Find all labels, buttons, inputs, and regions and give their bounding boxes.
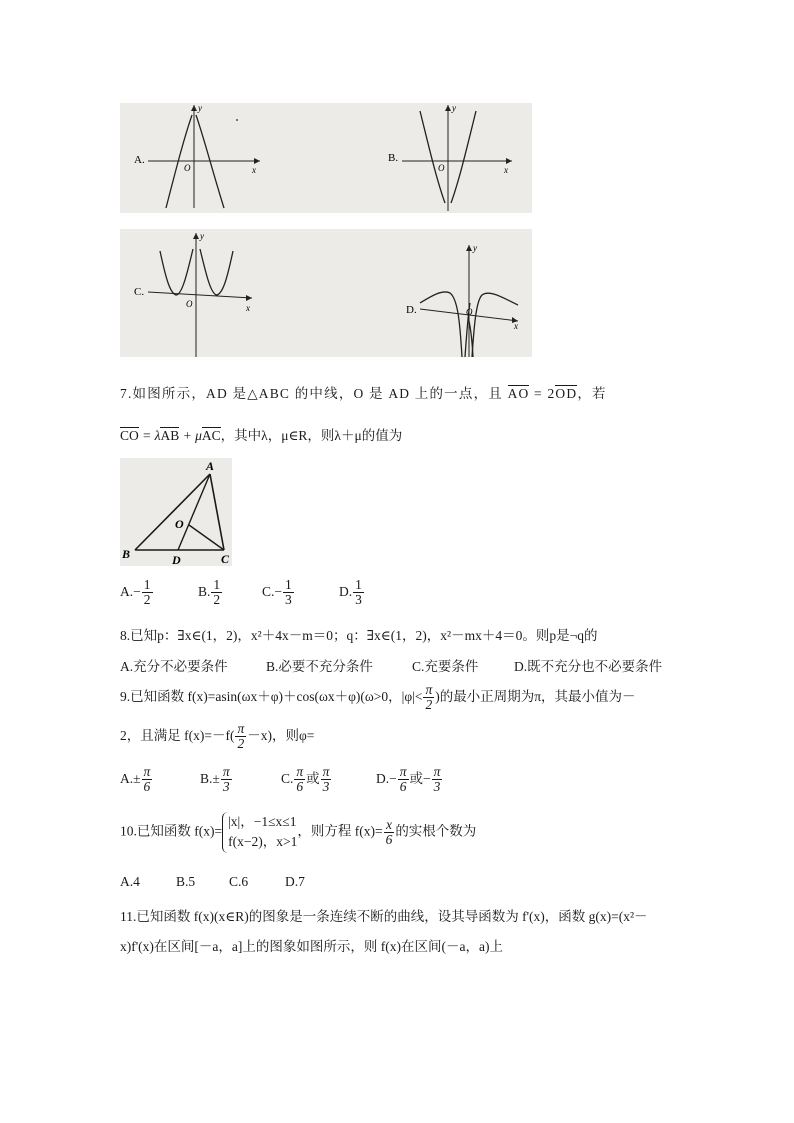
q7-option-d-label: D. xyxy=(339,583,353,599)
q8-option-b[interactable]: B.必要不充分条件 xyxy=(266,659,373,674)
frac-num: 1 xyxy=(285,577,292,592)
q7-eq2: = λ xyxy=(138,428,161,443)
q10-case-1: |x|，−1≤x≤1 xyxy=(228,814,297,829)
frac-num: π xyxy=(143,764,151,779)
q8-option-c[interactable]: C.充要条件 xyxy=(412,659,479,674)
q9-text-b: )的最小正周期为π，其最小值为－ xyxy=(435,688,636,704)
frac-den: 2 xyxy=(143,592,151,608)
frac-num: π xyxy=(222,764,230,779)
q10-option-c[interactable]: C.6 xyxy=(229,874,249,889)
q7-option-c[interactable] xyxy=(262,578,295,607)
q9-option-d[interactable] xyxy=(376,765,443,794)
triangle-figure-photo xyxy=(120,458,232,566)
q9-option-c-or: 或 xyxy=(306,770,320,786)
q10-text-post: 的实根个数为 xyxy=(395,823,477,839)
graphs-ab-photo xyxy=(120,103,532,213)
q11-stem-line2: x)f'(x)在区间[－a，a]上的图象如图所示，则 f(x)在区间(－a，a)上 xyxy=(120,939,503,954)
q7-plus-mu: + μ xyxy=(179,428,202,443)
fig-label-c: C xyxy=(221,552,230,566)
q7-option-d[interactable] xyxy=(339,578,365,607)
q9-option-d-or: 或 xyxy=(409,770,424,786)
q7-option-d-frac xyxy=(353,578,364,607)
q7-option-b-label: B. xyxy=(198,583,211,599)
q7-option-c-frac xyxy=(283,578,294,607)
q9-option-b-pm: ± xyxy=(212,770,220,786)
frac-num: x xyxy=(384,818,395,833)
q7-eq: = 2 xyxy=(529,386,556,401)
triangle-figure-svg xyxy=(120,458,232,566)
vector-co: CO xyxy=(120,428,139,443)
q7-stem-line2 xyxy=(120,424,402,444)
vector-od: OD xyxy=(555,386,578,401)
q10-option-b[interactable]: B.5 xyxy=(176,874,196,889)
q9-option-d-frac2 xyxy=(432,765,443,794)
graph-c-origin: O xyxy=(186,299,193,309)
vector-ao: AO xyxy=(507,386,530,401)
frac-num: π xyxy=(425,682,433,697)
frac-den: 6 xyxy=(143,779,151,795)
graph-d-label: D. xyxy=(406,304,417,316)
q11-stem-line1: 11.已知函数 f(x)(x∈R)的图象是一条连续不断的曲线，设其导函数为 f'(x)，函数 g(x)=(x²－ xyxy=(120,909,648,924)
frac-den: 3 xyxy=(285,592,292,608)
q8-stem: 8.已知p：∃x∈(1，2)，x²＋4x－m＝0；q：∃x∈(1，2)，x²－mx＋4＝0。则p是¬q的 xyxy=(120,628,598,643)
graph-c-x: x xyxy=(246,303,250,313)
q9-text-c: 2，且满足 f(x)=－f( xyxy=(120,727,235,743)
frac-den: 6 xyxy=(385,831,393,847)
q7-option-b-frac xyxy=(211,578,222,607)
graphs-cd-svg xyxy=(120,229,532,357)
graph-a-y: y xyxy=(198,103,202,113)
frac-den: 6 xyxy=(296,779,304,795)
q9-option-d-minus1: − xyxy=(389,770,397,786)
graph-a-origin: O xyxy=(184,163,191,173)
frac-den: 2 xyxy=(425,697,433,713)
frac-num: π xyxy=(433,764,441,779)
frac-den: 2 xyxy=(213,592,221,608)
frac-num: 1 xyxy=(143,577,151,592)
graph-d-origin: O xyxy=(466,307,473,317)
q9-option-c-label: C. xyxy=(281,770,294,786)
graph-c-y: y xyxy=(200,231,204,241)
q9-text-d: －x)，则φ= xyxy=(247,727,315,743)
q8-option-d[interactable]: D.既不充分也不必要条件 xyxy=(514,659,663,674)
frac-num: 1 xyxy=(355,577,362,592)
vector-ac: AC xyxy=(201,428,221,443)
q7-text-c: ，其中λ，μ∈R，则λ＋μ的值为 xyxy=(220,428,403,443)
graph-b-x: x xyxy=(504,165,508,175)
graph-b-label: B. xyxy=(388,152,399,164)
graph-d-y: y xyxy=(473,243,477,253)
frac-num: π xyxy=(322,764,330,779)
q7-option-a-sign: − xyxy=(133,583,141,599)
q10-case-2: f(x−2)，x>1 xyxy=(228,834,298,850)
q10-text-mid: ，则方程 f(x)= xyxy=(297,823,383,839)
q7-text-b: ，若 xyxy=(577,386,607,401)
q9-option-d-label: D. xyxy=(376,770,390,786)
q9-pi-over-2-b xyxy=(235,722,246,751)
fig-label-a: A xyxy=(206,459,215,473)
q9-text-a: 9.已知函数 f(x)=asin(ωx＋φ)＋cos(ωx＋φ)(ω>0，|φ|< xyxy=(120,688,423,704)
q9-pi-over-2 xyxy=(423,683,434,712)
graph-d-x: x xyxy=(514,321,518,331)
frac-den: 3 xyxy=(322,779,330,795)
q9-option-d-minus2: − xyxy=(423,770,431,786)
vector-ab: AB xyxy=(160,428,180,443)
frac-den: 6 xyxy=(399,779,407,795)
q9-option-b[interactable] xyxy=(200,765,233,794)
frac-den: 3 xyxy=(222,779,230,795)
graph-b-origin: O xyxy=(438,163,445,173)
frac-den: 3 xyxy=(355,592,362,608)
q9-stem-line1 xyxy=(120,683,636,712)
q10-text-pre: 10.已知函数 f(x)= xyxy=(120,823,223,839)
q7-option-a[interactable] xyxy=(120,578,154,607)
q9-option-c-frac2 xyxy=(321,765,332,794)
graph-a-label: A. xyxy=(134,154,145,166)
frac-den: 3 xyxy=(433,779,441,795)
q9-option-a-label: A. xyxy=(120,770,134,786)
q7-text-a: 7.如图所示，AD 是△ABC 的中线，O 是 AD 上的一点，且 xyxy=(120,386,503,401)
frac-den: 2 xyxy=(237,736,245,752)
frac-num: 1 xyxy=(213,577,221,592)
fig-label-o: O xyxy=(175,517,184,531)
q9-option-d-frac1 xyxy=(398,765,409,794)
q10-stem xyxy=(120,812,476,853)
q7-option-c-sign: − xyxy=(274,583,283,599)
graph-a-x: x xyxy=(252,165,256,175)
q9-option-a[interactable] xyxy=(120,765,153,794)
q10-frac xyxy=(384,818,395,847)
q8-option-a[interactable]: A.充分不必要条件 xyxy=(120,659,228,674)
q9-option-a-pm: ± xyxy=(133,770,141,786)
q7-stem-line1 xyxy=(120,382,607,402)
q10-option-a[interactable]: A.4 xyxy=(120,874,140,889)
q9-option-c[interactable] xyxy=(281,765,332,794)
q9-stem-line2 xyxy=(120,722,314,751)
graph-b-y: y xyxy=(452,103,456,113)
q9-option-b-frac xyxy=(221,765,232,794)
frac-num: π xyxy=(399,764,407,779)
q7-option-a-label: A. xyxy=(120,583,134,599)
q9-option-c-frac1 xyxy=(294,765,305,794)
graphs-cd-photo xyxy=(120,229,532,357)
graph-c-label: C. xyxy=(134,286,145,298)
frac-num: π xyxy=(237,721,245,736)
fig-label-b: B xyxy=(122,547,131,561)
fig-label-d: D xyxy=(172,553,181,566)
q10-piecewise xyxy=(222,812,297,853)
q9-option-a-frac xyxy=(142,765,153,794)
q7-option-b[interactable] xyxy=(198,578,223,607)
q9-option-b-label: B. xyxy=(200,770,213,786)
q7-option-c-label: C. xyxy=(262,583,275,599)
q7-option-a-frac xyxy=(142,578,153,607)
frac-num: π xyxy=(296,764,304,779)
q10-option-d[interactable]: D.7 xyxy=(285,874,305,889)
graphs-ab-svg xyxy=(120,103,532,213)
